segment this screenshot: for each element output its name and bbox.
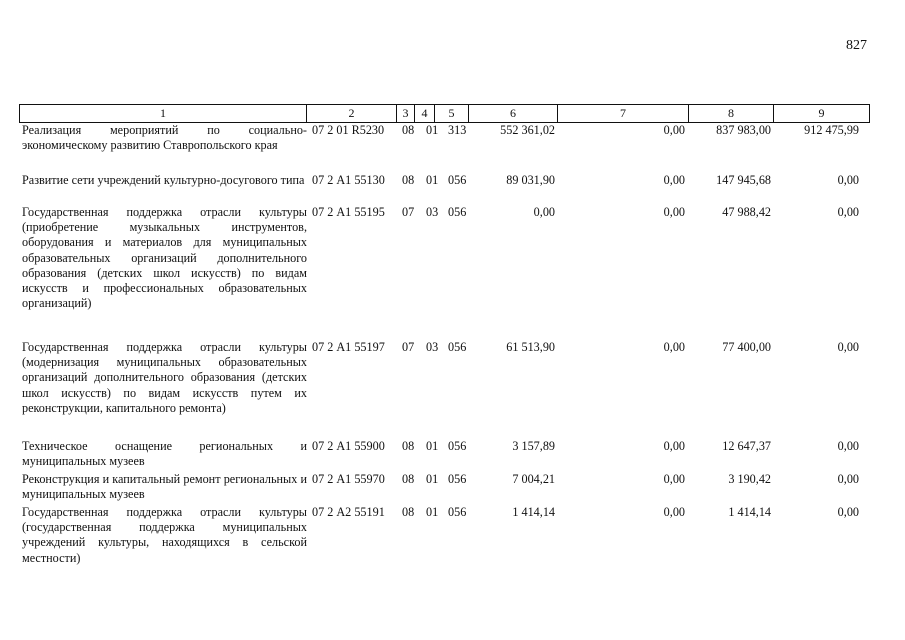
row-subsection: 03 (426, 340, 439, 354)
row-code: 07 2 А1 55900 (312, 439, 385, 453)
row-code: 07 2 А2 55191 (312, 505, 385, 519)
header-col-6: 6 (469, 105, 558, 122)
row-value-8: 47 988,42 (722, 205, 771, 219)
row-code: 07 2 А1 55195 (312, 205, 385, 219)
header-col-1: 1 (20, 105, 307, 122)
row-subsection: 01 (426, 439, 439, 453)
row-value-8: 3 190,42 (728, 472, 771, 486)
header-col-3: 3 (397, 105, 415, 122)
header-col-5: 5 (435, 105, 469, 122)
row-type: 056 (448, 505, 467, 519)
row-value-8: 1 414,14 (728, 505, 771, 519)
header-col-9: 9 (818, 106, 825, 120)
row-value-7: 0,00 (663, 505, 685, 519)
row-code: 07 2 А1 55130 (312, 173, 385, 187)
header-col-7: 7 (558, 105, 689, 122)
row-value-9: 0,00 (837, 472, 859, 486)
row-subsection: 01 (426, 123, 439, 137)
row-value-7: 0,00 (663, 205, 685, 219)
row-value-9: 0,00 (837, 173, 859, 187)
row-value-9: 0,00 (837, 505, 859, 519)
row-value-6: 7 004,21 (512, 472, 555, 486)
row-code: 07 2 01 R5230 (312, 123, 385, 137)
row-code: 07 2 А1 55197 (312, 340, 385, 354)
row-value-7: 0,00 (663, 472, 685, 486)
row-subsection: 01 (426, 173, 439, 187)
row-type: 056 (448, 340, 467, 354)
row-value-7: 0,00 (663, 173, 685, 187)
row-value-6: 3 157,89 (512, 439, 555, 453)
row-section: 08 (402, 173, 415, 187)
row-value-7: 0,00 (663, 439, 685, 453)
row-value-6: 89 031,90 (506, 173, 555, 187)
row-section: 08 (402, 439, 415, 453)
row-description: Техническое оснащение региональных и муниципальных музеев (22, 439, 307, 469)
row-description: Государственная поддержка отрасли культуры (приобретение музыкальных инструментов, оборудования и материалов для муниципальных образовательных организаций дополнительного образования (детских школ искусств) по видам искусств и профессиональных образовательных организаций) (22, 205, 307, 311)
row-value-8: 147 945,68 (716, 173, 771, 187)
row-value-9: 0,00 (837, 205, 859, 219)
row-value-7: 0,00 (663, 123, 685, 137)
row-section: 08 (402, 123, 415, 137)
row-section: 08 (402, 505, 415, 519)
row-type: 056 (448, 439, 467, 453)
page-number: 827 (846, 38, 867, 53)
row-section: 07 (402, 340, 415, 354)
table-header (19, 104, 870, 123)
row-description: Реализация мероприятий по социально-экономическому развитию Ставропольского края (22, 123, 307, 153)
row-subsection: 01 (426, 505, 439, 519)
row-value-6: 552 361,02 (500, 123, 555, 137)
row-value-6: 1 414,14 (512, 505, 555, 519)
row-value-8: 12 647,37 (722, 439, 771, 453)
row-value-8: 837 983,00 (716, 123, 771, 137)
row-type: 056 (448, 472, 467, 486)
row-value-6: 61 513,90 (506, 340, 555, 354)
row-value-9: 912 475,99 (804, 123, 859, 137)
row-description: Государственная поддержка отрасли культуры (модернизация муниципальных образовательных организаций дополнительного образования (детских школ искусств) по видам искусств путем их реконструкции, капитального ремонта) (22, 340, 307, 415)
row-section: 07 (402, 205, 415, 219)
row-value-9: 0,00 (837, 340, 859, 354)
header-col-4: 4 (415, 105, 435, 122)
row-description: Государственная поддержка отрасли культуры (государственная поддержка муниципальных учреждений культуры, находящихся в сельской местности) (22, 505, 307, 565)
header-col-8: 8 (689, 105, 774, 122)
row-description: Реконструкция и капитальный ремонт региональных и муниципальных музеев (22, 472, 307, 502)
row-value-8: 77 400,00 (722, 340, 771, 354)
row-type: 056 (448, 173, 467, 187)
row-value-9: 0,00 (837, 439, 859, 453)
row-value-6: 0,00 (533, 205, 555, 219)
row-value-7: 0,00 (663, 340, 685, 354)
row-type: 313 (448, 123, 467, 137)
row-code: 07 2 А1 55970 (312, 472, 385, 486)
row-description: Развитие сети учреждений культурно-досугового типа (22, 173, 305, 187)
row-subsection: 01 (426, 472, 439, 486)
header-col-2: 2 (307, 105, 397, 122)
row-subsection: 03 (426, 205, 439, 219)
row-section: 08 (402, 472, 415, 486)
row-type: 056 (448, 205, 467, 219)
